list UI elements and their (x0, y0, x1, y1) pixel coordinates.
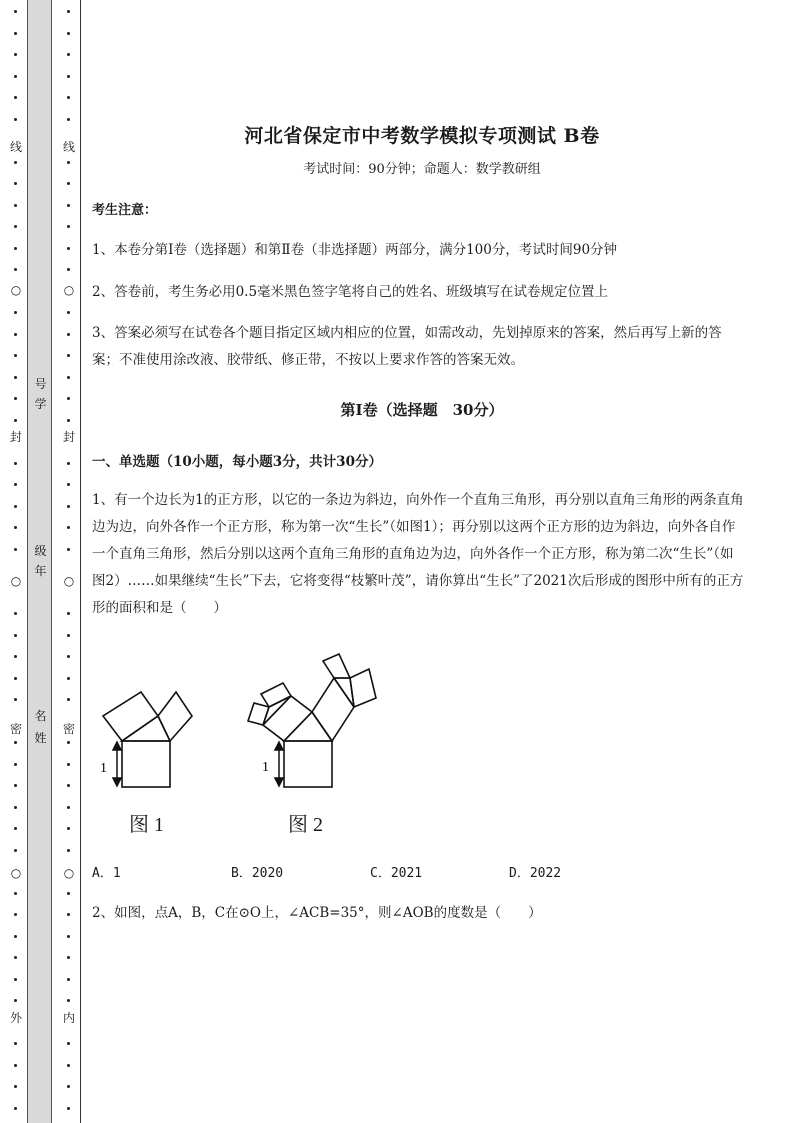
fig2-right-small-square-b (350, 669, 376, 707)
outer-dot (14, 268, 17, 271)
outer-dot (14, 182, 17, 185)
inner-mark: 线 (62, 140, 75, 154)
inner-dot (67, 634, 70, 637)
inner-dot (67, 1107, 70, 1110)
notice-item-3: 3、答案必须写在试卷各个题目指定区域内相应的位置，如需改动，先划掉原来的答案，然后再写上新的答案；不准使用涂改液、胶带纸、修正带，不按以上要求作答的答案无效。 (92, 325, 722, 368)
outer-mark: ○ (8, 283, 24, 297)
inner-dot (67, 978, 70, 981)
outer-dot (14, 956, 17, 959)
inner-dot (67, 354, 70, 357)
notice-item-2: 2、答卷前，考生务必用0.5毫米黑色签字笔将自己的姓名、班级填写在试卷规定位置上 (92, 284, 609, 300)
outer-dot (14, 999, 17, 1002)
outer-dot (14, 913, 17, 916)
inner-dot (67, 849, 70, 852)
outer-dot (14, 483, 17, 486)
outer-dot (14, 892, 17, 895)
inner-dot (67, 204, 70, 207)
inner-dot (67, 247, 70, 250)
fig1-triangle (122, 716, 170, 741)
outer-mark: 线 (9, 140, 22, 154)
figure-2-caption: 图 2 (288, 814, 323, 836)
inner-dot (67, 1085, 70, 1088)
margin-border-line (80, 0, 81, 1123)
outer-dot (14, 1042, 17, 1045)
inner-dot (67, 935, 70, 938)
inner-dot (67, 505, 70, 508)
choice-a[interactable]: A．1 (92, 866, 121, 881)
inner-dot (67, 53, 70, 56)
inner-dot (67, 956, 70, 959)
section-title: 第I卷（选择题 30分） (340, 401, 504, 419)
question-2-text: 2、如图，点A，B，C在⊙O上，∠ACB=35°，则∠AOB的度数是（ ） (92, 905, 542, 921)
outer-dot (14, 677, 17, 680)
inner-dot (67, 892, 70, 895)
strip-label-xing: 姓 (34, 731, 47, 745)
fig2-left-small-square-b (261, 683, 291, 707)
binding-margin (0, 0, 82, 1123)
outer-dot (14, 10, 17, 13)
fig2-right-small-square-a (323, 654, 350, 678)
inner-dot (67, 677, 70, 680)
outer-dot (14, 1107, 17, 1110)
inner-mark: ○ (61, 574, 77, 588)
outer-dot (14, 505, 17, 508)
outer-mark: 外 (9, 1011, 22, 1025)
outer-dot (14, 333, 17, 336)
inner-mark: 内 (62, 1011, 75, 1025)
inner-dot (67, 268, 70, 271)
outer-dot (14, 827, 17, 830)
inner-dot (67, 376, 70, 379)
outer-dot (14, 118, 17, 121)
inner-dot (67, 612, 70, 615)
inner-dot (67, 311, 70, 314)
figure-1-caption: 图 1 (129, 814, 164, 836)
strip-label-ji: 级 (34, 544, 47, 558)
outer-dot (14, 96, 17, 99)
inner-dot (67, 96, 70, 99)
inner-dot (67, 526, 70, 529)
outer-dot (14, 397, 17, 400)
inner-dot (67, 698, 70, 701)
outer-mark: ○ (8, 866, 24, 880)
inner-dot (67, 1042, 70, 1045)
inner-dot (67, 118, 70, 121)
outer-dot (14, 354, 17, 357)
choice-c[interactable]: C．2021 (370, 866, 423, 881)
outer-dot (14, 612, 17, 615)
outer-dot (14, 1064, 17, 1067)
strip-label-hao: 号 (34, 377, 47, 391)
question-1-text: 1、有一个边长为1的正方形，以它的一条边为斜边，向外作一个直角三角形，再分别以直角三角形的两条直角边为边，向外各作一个正方形，称为第一次“生长”（如图1）；再分别以这两个正方形的边为斜边，向外各自作一个直角三角形，然后分别以这两个直角三角形的直角边为边，向外各作一个正方形，称为第二次“生长”（如图2）……如果继续“生长”下去，它将变得“枝繁叶茂”，请你算出“生长”了2021次后形成的图形中所有的正方形的面积和是（ ） (92, 492, 744, 616)
outer-dot (14, 311, 17, 314)
notice-item-1: 1、本卷分第I卷（选择题）和第Ⅱ卷（非选择题）两部分，满分100分，考试时间90分钟 (92, 242, 618, 258)
inner-mark: ○ (61, 866, 77, 880)
strip-label-xue: 学 (34, 397, 47, 411)
inner-dot (67, 225, 70, 228)
outer-dot (14, 462, 17, 465)
inner-dot (67, 806, 70, 809)
inner-dot (67, 419, 70, 422)
inner-dot (67, 827, 70, 830)
inner-dot (67, 913, 70, 916)
outer-dot (14, 698, 17, 701)
outer-dot (14, 784, 17, 787)
inner-dot (67, 655, 70, 658)
outer-dot (14, 741, 17, 744)
outer-dot (14, 376, 17, 379)
part-title: 一、单选题（10小题，每小题3分，共计30分） (92, 454, 382, 470)
student-info-strip (27, 0, 52, 1123)
outer-dot (14, 75, 17, 78)
inner-dot (67, 397, 70, 400)
outer-dot (14, 53, 17, 56)
fig2-base-square (284, 741, 332, 787)
inner-mark: 密 (62, 722, 75, 736)
outer-dot (14, 763, 17, 766)
outer-dot (14, 247, 17, 250)
outer-dot (14, 225, 17, 228)
figure-2 (236, 651, 386, 799)
inner-dotted-line (63, 6, 75, 1121)
strip-label-nian: 年 (34, 564, 47, 578)
outer-dot (14, 32, 17, 35)
inner-dot (67, 548, 70, 551)
inner-dot (67, 182, 70, 185)
inner-dot (67, 999, 70, 1002)
outer-dot (14, 655, 17, 658)
inner-dot (67, 784, 70, 787)
fig2-right-square (312, 678, 354, 741)
outer-dot (14, 849, 17, 852)
inner-dot (67, 763, 70, 766)
exam-subtitle: 考试时间：90分钟；命题人：数学教研组 (303, 162, 541, 177)
outer-dot (14, 161, 17, 164)
inner-dot (67, 10, 70, 13)
outer-dot (14, 204, 17, 207)
exam-title: 河北省保定市中考数学模拟专项测试 B卷 (244, 125, 600, 147)
inner-dot (67, 462, 70, 465)
strip-label-ming: 名 (34, 709, 47, 723)
outer-mark: ○ (8, 574, 24, 588)
notice-heading: 考生注意： (92, 203, 158, 218)
inner-dot (67, 75, 70, 78)
outer-mark: 封 (9, 430, 22, 444)
inner-mark: 封 (62, 430, 75, 444)
fig1-right-square (158, 692, 192, 741)
outer-dot (14, 1085, 17, 1088)
outer-dotted-line (10, 6, 22, 1121)
fig1-left-square (103, 692, 158, 741)
inner-dot (67, 333, 70, 336)
inner-dot (67, 161, 70, 164)
outer-dot (14, 935, 17, 938)
inner-dot (67, 741, 70, 744)
outer-dot (14, 978, 17, 981)
fig1-base-square (122, 741, 170, 787)
outer-dot (14, 548, 17, 551)
figure-1 (94, 676, 204, 796)
fig2-side-label: 1 (262, 760, 269, 775)
outer-dot (14, 526, 17, 529)
outer-dot (14, 806, 17, 809)
choice-b[interactable]: B．2020 (231, 866, 284, 881)
inner-dot (67, 32, 70, 35)
outer-mark: 密 (9, 722, 22, 736)
fig1-side-label: 1 (100, 761, 107, 776)
outer-dot (14, 419, 17, 422)
inner-dot (67, 1064, 70, 1067)
choice-d[interactable]: D．2022 (509, 866, 562, 881)
outer-dot (14, 634, 17, 637)
inner-dot (67, 483, 70, 486)
inner-mark: ○ (61, 283, 77, 297)
